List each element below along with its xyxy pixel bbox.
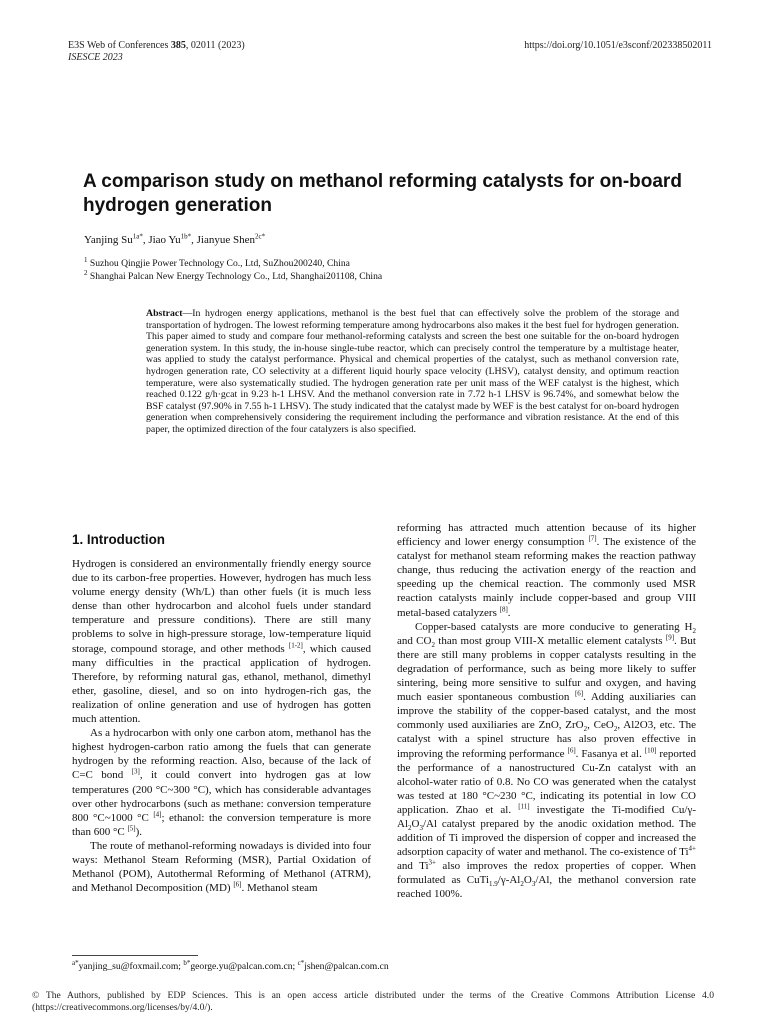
paper-title: A comparison study on methanol reforming catalysts for on-board hydrogen generation (83, 171, 682, 216)
paragraph: reforming has attracted much attention because of its higher efficiency and lower energy consumption [7]. The existence of the catalyst for methanol steam reforming makes the reaction pathway change, thus reducing the activation energy of the reaction and speeding up the chemical reaction. The commonly used MSR reaction catalysts mainly include copper-based and group VIII metal-based catalyzers [8]. (397, 522, 696, 619)
paragraph: The route of methanol-reforming nowadays is divided into four ways: Methanol Steam Reforming (MSR), Partial Oxidation of Methanol (POM), Autothermal Reforming of Methanol (ATRM), and Methanol Decomposition (MD) [6]. Methanol steam (72, 839, 371, 895)
running-header-left (68, 40, 245, 64)
author-name: Jianyue Shen (196, 234, 255, 246)
citation[interactable]: [6] (233, 880, 242, 889)
author-affiliation-mark: 2c* (254, 232, 266, 241)
footnote-emails: $^{a*}$yanjing_su@foxmail.com; $^{b*}$george.yu@palcan.com.cn; $^{c*}$jshen@palcan.com.cn (72, 958, 389, 972)
section-heading-introduction: 1. Introduction (72, 532, 165, 547)
affiliation-2 (84, 270, 382, 283)
citation[interactable]: [6] (567, 745, 576, 754)
license-notice: © The Authors, published by EDP Sciences. This is an open access article distributed under the terms of the Creative Commons Attribution License 4.0 (https://creativecommons.org/licenses/by/4.0/). (32, 990, 714, 1013)
footnote-divider (72, 955, 198, 956)
email-link[interactable]: jshen@palcan.com.cn (304, 961, 389, 972)
email-link[interactable]: yanjing_su@foxmail.com; (78, 961, 184, 972)
volume-number: 385 (170, 40, 186, 51)
right-column (397, 521, 696, 902)
citation[interactable]: [1-2] (288, 640, 303, 649)
citation[interactable]: [11] (518, 802, 530, 811)
doi-link[interactable]: https://doi.org/10.1051/e3sconf/202338502011 (524, 40, 712, 51)
citation[interactable]: [7] (588, 534, 597, 543)
event-name: ISESCE 2023 (68, 52, 123, 63)
paragraph: As a hydrocarbon with only one carbon atom, methanol has the highest hydrogen-carbon ratio among the fuels that can generate hydrogen by the reforming reaction. Also, because of the lack of C=C bond [3], it could convert into hydrogen gas at low temperatures (200 °C~300 °C), which has considerable advantages over other hydrocarbons (such as methane: conversion temperature 800 °C~1000 °C [4]; ethanol: the conversion temperature is more than 600 °C [5]). (72, 727, 371, 838)
conference-line (68, 40, 245, 52)
affiliation-text: Shanghai Palcan New Energy Technology Co., Ltd, Shanghai201108, China (89, 271, 383, 282)
affiliation-1 (84, 257, 350, 270)
author-name: Jiao Yu (148, 234, 181, 246)
author-affiliation-mark: 1b* (180, 232, 192, 241)
affiliation-text: Suzhou Qingjie Power Technology Co., Ltd, SuZhou200240, China (89, 258, 350, 269)
citation[interactable]: [3] (131, 767, 140, 776)
article-number: , 02011 (2023) (185, 40, 245, 51)
abstract-text: —In hydrogen energy applications, methanol is the best fuel that can effectively solve the problem of the storage and transportation of hydrogen. The lowest reforming temperature among hydrocarbons also makes it the best fuel for hydrogen generation. This paper aimed to study and compare four methanol-reforming catalysts and screen the best one suitable for the on-board hydrogen generation system. In this study, the in-house single-tube reactor, which can precisely control the temperature by a multistage heater, was applied to study the catalyst performance. Physical and chemical properties of the catalyst, such as methanol conversion rate, hydrogen generation rate, CO selectivity at a different liquid hourly space velocity (LHSV), catalyst density, and optimum reaction temperature, were also systematically studied. The hydrogen generation rate per unit mass of the WEF catalyst is the highest, which reached 0.122 g/h·gcat in 9.23 h-1 LHSV. And the methanol conversion rate in 7.72 h-1 LHSV is 96.74%, and somewhat below the BSF catalyst (97.90% in 7.55 h-1 LHSV). The study indicated that the catalyst made by WEF is the best catalyst for on-board hydrogen generation when comprehensively considering the requirement including the performance and vibration resistance. At the end of this paper, the optimized direction of the four catalyzers is also specified. (146, 308, 679, 435)
citation[interactable]: [10] (644, 745, 657, 754)
email-link[interactable]: george.yu@palcan.com.cn; (190, 961, 298, 972)
left-column (72, 557, 371, 895)
affiliation-number: 2 (84, 268, 88, 277)
citation[interactable]: [8] (499, 604, 508, 613)
author-affiliation-mark: 1a* (132, 232, 143, 241)
citation[interactable]: [5] (127, 824, 136, 833)
paragraph: Copper-based catalysts are more conducive to generating $H_2$ and $CO_2$ than most group VIII-X metallic element catalysts [9]. But there are still many problems in copper catalysts resulting in the degradation of performance, such as being more likely to suffer sintering, being more sensitive to sulfur and oxygen, and having much easier spontaneous combustion [6]. Adding auxiliaries can improve the stability of the copper-based catalyst, and the most commonly used auxiliaries are ZnO, ZrO$_2$, CeO$_2$, Al2O3, etc. The catalyst with a spinel structure has also proven effective in improving the reforming performance [6]. Fasanya et al. [10] reported the performance of a nanostructured Cu-Zn catalyst with an alcohol-water ratio of 0.8. No CO was generated when the catalyst was tested at 180 °C~230 °C, indicating its potential in low CO application. Zhao et al. [11] investigate the Ti-modified $Cu/\gamma-Al_2O_3/Al$ catalyst prepared by the anodic oxidation method. The addition of Ti improved the dispersion of copper and increased the adsorption capacity of water and methanol. The co-existence of $Ti^{4+}$ and $Ti^{3+}$ also improves the redox properties of copper. When formulated as $CuTi_{1.9}/\gamma-Al_2O_3/Al$, the methanol conversion rate reached 100%. (397, 620, 696, 901)
author-name: Yanjing Su (84, 234, 133, 246)
author-list: Yanjing $Su^{1a*}$, Jiao $Yu^{1b*}$, Jianyue Shen$^{2c*}$ (84, 232, 266, 246)
citation[interactable]: [6] (574, 689, 584, 698)
citation[interactable]: [4] (153, 810, 162, 819)
citation[interactable]: [9] (665, 633, 675, 642)
abstract-label: Abstract (146, 308, 183, 319)
conference-name: E3S Web of Conferences (68, 40, 171, 51)
paragraph: Hydrogen is considered an environmentally friendly energy source due to its carbon-free properties. However, hydrogen has much less volume energy density (Wh/L) than other fuels (it is much less dense than other hydrocarbon and alcohol fuels under standard temperature and pressure conditions). There are still many problems to solve in high-pressure storage, low-temperature liquid storage, compound storage, and other methods [1-2], which caused many difficulties in the practical application of hydrogen. Therefore, by reforming natural gas, ethanol, methanol, dimethyl ether, gasoline, diesel, and so on into hydrogen-rich gas, the realization of online generation and use of hydrogen has gotten much attention. (72, 558, 372, 726)
abstract (146, 308, 679, 436)
affiliation-number: 1 (84, 255, 88, 264)
